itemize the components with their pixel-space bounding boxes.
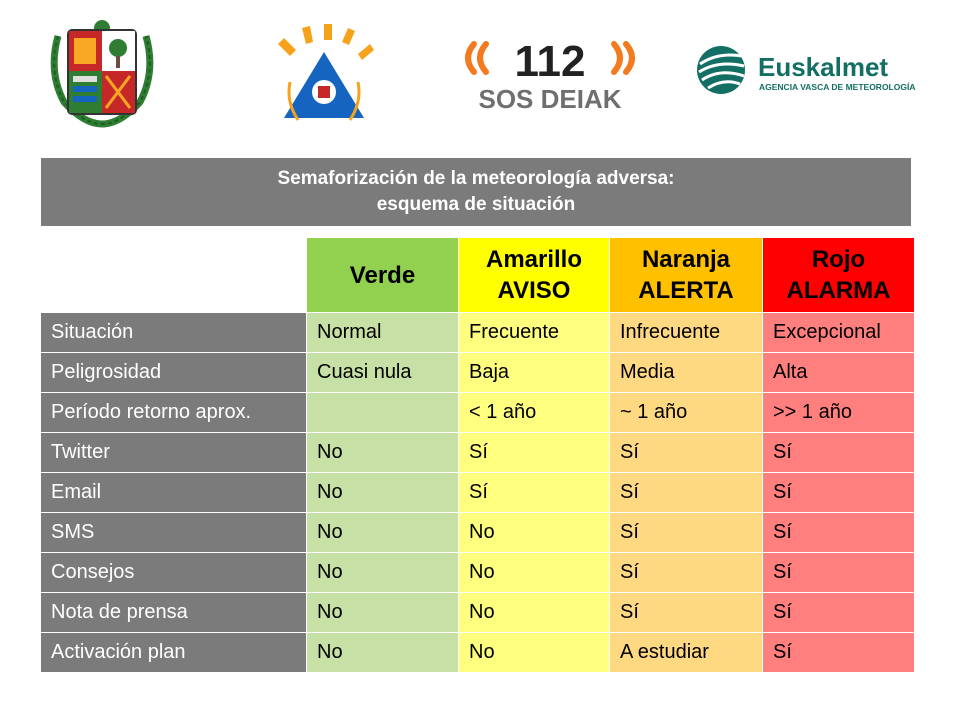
table-cell-naranja: Media [610,353,762,392]
table-cell-naranja: Sí [610,553,762,592]
table-cell-naranja: Sí [610,593,762,632]
table-cell-rojo: Sí [763,553,914,592]
row-label: Peligrosidad [41,353,306,392]
column-header-amarillo-line1: Amarillo [485,246,583,273]
euskalmet-subtitle: AGENCIA VASCA DE METEOROLOGÍA [759,82,916,92]
euskalmet-logo [694,44,924,100]
column-header-naranja-line1: Naranja [641,246,731,273]
column-header-verde [307,238,458,312]
table-cell-naranja: Infrecuente [610,313,762,352]
table-cell-naranja: Sí [610,513,762,552]
table-cell-rojo: Sí [763,433,914,472]
112-sos-deiak-logo [460,36,640,112]
table-cell-amarillo: Frecuente [459,313,609,352]
table-cell-verde: No [307,593,458,632]
row-label: Email [41,473,306,512]
table-cell-rojo: Alta [763,353,914,392]
table-cell-amarillo: Sí [459,433,609,472]
table-cell-rojo: Sí [763,473,914,512]
row-label: Consejos [41,553,306,592]
column-header-naranja [610,238,762,312]
alert-levels-table [41,238,914,672]
basque-coat-of-arms-logo [44,16,160,128]
table-cell-amarillo: < 1 año [459,393,609,432]
table-cell-verde: Normal [307,313,458,352]
table-cell-naranja: Sí [610,473,762,512]
table-cell-naranja: A estudiar [610,633,762,672]
table-cell-verde: No [307,553,458,592]
column-header-rojo-line2: ALARMA [786,277,891,304]
table-cell-rojo: Sí [763,633,914,672]
table-cell-verde: Cuasi nula [307,353,458,392]
row-label: Nota de prensa [41,593,306,632]
table-cell-amarillo: No [459,513,609,552]
column-header-amarillo-line2: AVISO [497,277,571,304]
table-cell-verde: No [307,633,458,672]
column-header-verde-line1: Verde [349,261,416,289]
table-cell-amarillo: No [459,593,609,632]
table-cell-amarillo: No [459,633,609,672]
row-label: Período retorno aprox. [41,393,306,432]
table-cell-rojo: >> 1 año [763,393,914,432]
row-label: Activación plan [41,633,306,672]
table-cell-rojo: Excepcional [763,313,914,352]
title-line-2: esquema de situación [376,194,576,215]
112-number: 112 [514,37,586,86]
title-line-1: Semaforización de la meteorología adversa: [277,168,675,189]
title-bar [41,158,911,226]
table-cell-rojo: Sí [763,513,914,552]
table-cell-naranja: Sí [610,433,762,472]
logo-bar [0,0,960,140]
euskalmet-name: Euskalmet [758,52,889,82]
header-empty-cell [41,238,306,312]
table-cell-verde: No [307,513,458,552]
table-cell-verde: No [307,473,458,512]
sos-deiak-text: SOS DEIAK [478,84,622,112]
table-cell-verde [307,393,458,432]
row-label: SMS [41,513,306,552]
column-header-naranja-line2: ALERTA [638,277,734,304]
table-cell-verde: No [307,433,458,472]
row-label: Situación [41,313,306,352]
column-header-amarillo [459,238,609,312]
table-cell-amarillo: No [459,553,609,592]
column-header-rojo [763,238,914,312]
table-cell-amarillo: Sí [459,473,609,512]
larrialdiak-emergencias-logo [266,22,382,126]
table-cell-naranja: ~ 1 año [610,393,762,432]
table-cell-rojo: Sí [763,593,914,632]
row-label: Twitter [41,433,306,472]
table-cell-amarillo: Baja [459,353,609,392]
column-header-rojo-line1: Rojo [811,246,866,273]
